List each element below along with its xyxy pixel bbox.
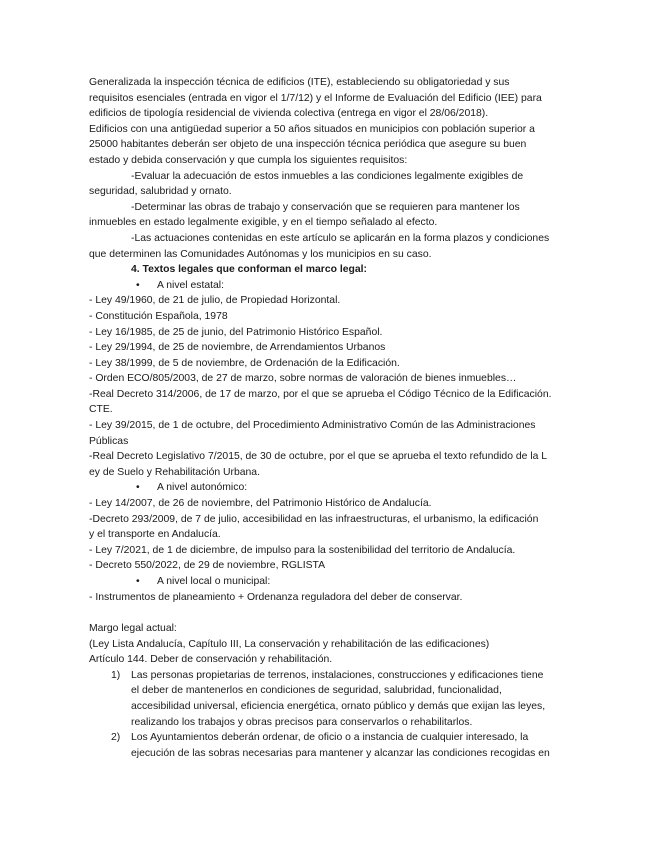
law-item: CTE. [89,404,113,416]
law-item: -Real Decreto Legislativo 7/2015, de 30 de octubre, por el que se aprueba el texto refundido de la L [89,451,548,463]
bullet-label: A nivel local o municipal: [157,576,271,587]
item-text: el deber de mantenerlos en condiciones de seguridad, salubridad, funcionalidad, [131,685,502,697]
margo-subtitle: (Ley Lista Andalucía, Capítulo III, La conservación y rehabilitación de las edificaciones) [89,638,490,650]
numbered-item-line [89,715,559,731]
bullet-icon: • [136,279,140,291]
law-item: - Ley 7/2021, de 1 de diciembre, de impulso para la sostenibilidad del territorio de Andalucía. [89,544,516,556]
law-item: -Decreto 293/2009, de 7 de julio, accesibilidad en las infraestructuras, el urbanismo, la edificación [89,513,539,525]
law-item: - Instrumentos de planeamiento + Ordenanza reguladora del deber de conservar. [89,591,463,603]
requirement-line: -Evaluar la adecuación de estos inmuebles a las condiciones legalmente exigibles de [131,170,524,182]
law-item: - Ley 39/2015, de 1 de octubre, del Procedimiento Administrativo Común de las Administraciones [89,420,536,432]
paragraph-line: 25000 habitantes deberán ser objeto de una inspección técnica periódica que asegure su buen [89,139,527,151]
paragraph-line: Generalizada la inspección técnica de edificios (ITE), estableciendo su obligatoriedad y sus [89,77,510,88]
law-item: y el transporte en Andalucía. [89,529,221,541]
law-item: - Ley 38/1999, de 5 de noviembre, de Ordenación de la Edificación. [89,357,400,369]
numbered-item-line [89,668,559,684]
bullet-icon: • [136,576,140,587]
requirement-line: inmuebles en estado legalmente exigible, y en el tiempo señalado al efecto. [89,217,438,229]
requirement-line: -Las actuaciones contenidas en este artículo se aplicarán en la forma plazos y condiciones [131,232,550,244]
section-heading: 4. Textos legales que conforman el marco legal: [131,264,367,276]
bullet-heading-local [89,574,559,590]
numbered-item-line [89,683,559,699]
law-item: - Orden ECO/805/2003, de 27 de marzo, sobre normas de valoración de bienes inmuebles… [89,373,517,385]
law-item: -Real Decreto 314/2006, de 17 de marzo, por el que se aprueba el Código Técnico de la Edificación. [89,388,552,400]
law-item: - Constitución Española, 1978 [89,310,228,322]
item-text: accesibilidad universal, eficiencia energética, ornato público y demás que exijan las leyes, [131,700,546,712]
law-item: - Decreto 550/2022, de 29 de noviembre, RGLISTA [89,560,326,572]
numbered-item-line [89,746,559,762]
law-item: - Ley 49/1960, de 21 de julio, de Propiedad Horizontal. [89,295,341,307]
item-number: 2) [111,732,121,744]
paragraph-line: estado y debida conservación y que cumpla los siguientes requisitos: [89,154,408,166]
article-title: Artículo 144. Deber de conservación y rehabilitación. [89,654,333,666]
item-text: ejecución de las sobras necesarias para mantener y alcanzar las condiciones recogidas en [131,747,550,759]
numbered-item-line [89,699,559,715]
ite-paragraph [89,75,559,605]
law-item: - Ley 16/1985, de 25 de junio, del Patrimonio Histórico Español. [89,326,383,338]
margo-title: Margo legal actual: [89,623,177,634]
bullet-label: A nivel estatal: [157,279,225,291]
paragraph-line: edificios de tipología residencial de vivienda colectiva (entrega en vigor el 28/06/2018). [89,108,489,120]
item-text: Las personas propietarias de terrenos, instalaciones, construcciones y edificaciones tiene [131,669,544,681]
bullet-label: A nivel autonómico: [157,482,248,494]
item-number: 1) [111,669,121,681]
numbered-item-line [89,730,559,746]
law-item: - Ley 29/1994, de 25 de noviembre, de Arrendamientos Urbanos [89,342,386,354]
requirement-line: -Determinar las obras de trabajo y conservación que se requieren para mantener los [131,201,520,213]
paragraph-line: Edificios con una antigüedad superior a 50 años situados en municipios con población superior a [89,123,535,135]
item-text: Los Ayuntamientos deberán ordenar, de oficio o a instancia de cualquier interesado, la [131,732,529,744]
requirement-line: seguridad, salubridad y ornato. [89,186,232,198]
bullet-heading-autonomico [89,480,559,496]
law-item: - Ley 14/2007, de 26 de noviembre, del Patrimonio Histórico de Andalucía. [89,498,432,510]
margo-section [89,621,559,761]
bullet-heading-estatal [89,278,559,294]
item-text: realizando los trabajos y obras precisos para conservarlos o rehabilitarlos. [131,716,473,728]
law-item: Públicas [89,435,129,447]
bullet-icon: • [136,482,140,494]
requirement-line: que determinen las Comunidades Autónomas y los municipios en su caso. [89,248,432,260]
law-item: ey de Suelo y Rehabilitación Urbana. [89,466,260,478]
paragraph-line: requisitos esenciales (entrada en vigor el 1/7/12) y el Informe de Evaluación del Edificio (IEE) para [89,92,542,104]
